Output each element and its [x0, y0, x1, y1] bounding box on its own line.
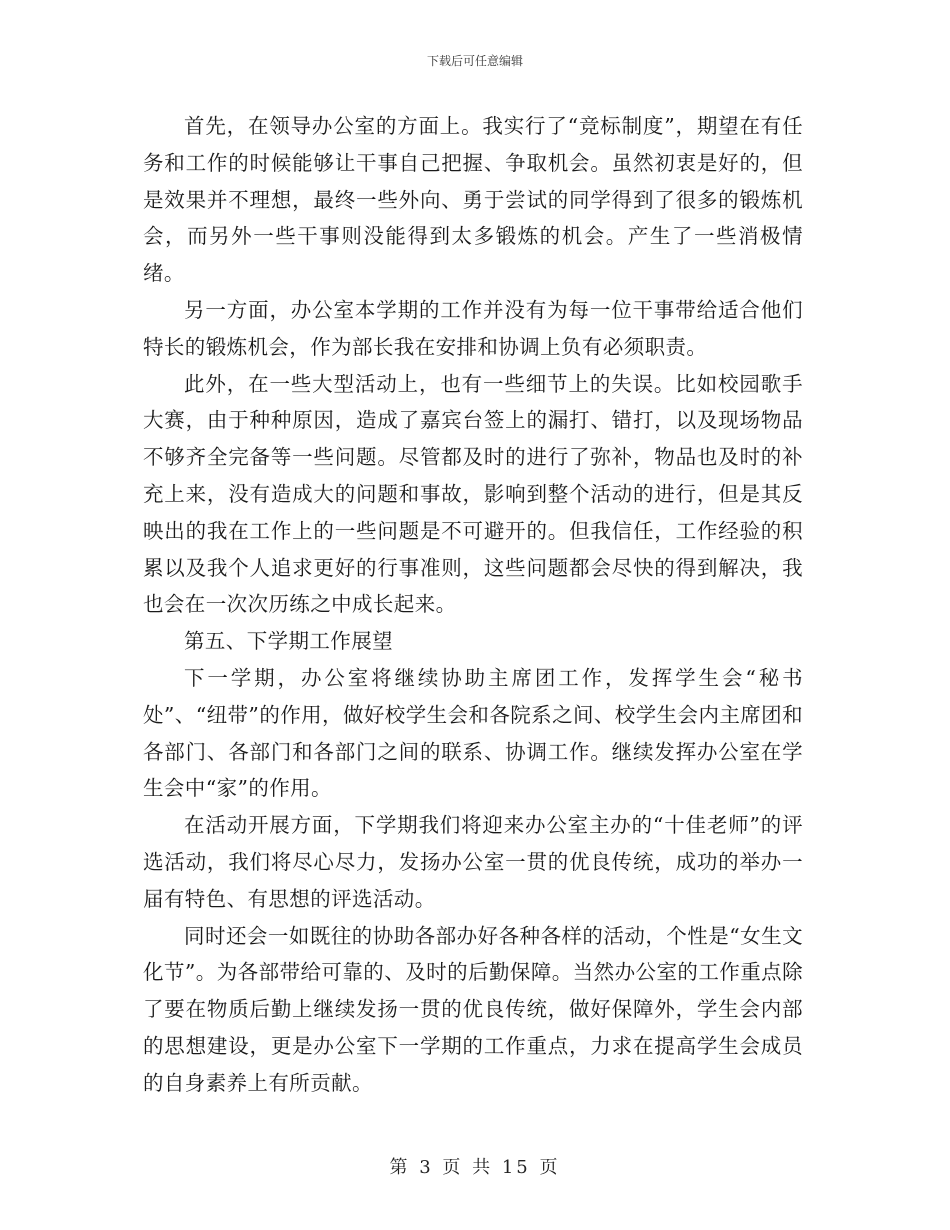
- document-body: [143, 108, 803, 1102]
- page-header: 下载后可任意编辑: [426, 54, 523, 68]
- paragraph-4: 下一学期，办公室将继续协助主席团工作，发挥学生会“秘书处”、“纽带”的作用，做好校学生会和各院系之间、校学生会内主席团和各部门、各部门和各部门之间的联系、协调工作。继续发挥办公室在学生会中“家”的作用。: [143, 665, 803, 801]
- page-number: 第 3 页 共 15 页: [389, 1157, 561, 1178]
- paragraph-3: 此外，在一些大型活动上，也有一些细节上的失误。比如校园歌手大赛，由于种种原因，造成了嘉宾台签上的漏打、错打，以及现场物品不够齐全完备等一些问题。尽管都及时的进行了弥补，物品也及时的补充上来，没有造成大的问题和事故，影响到整个活动的进行，但是其反映出的我在工作上的一些问题是不可避开的。但我信任，工作经验的积累以及我个人追求更好的行事准则，这些问题都会尽快的得到解决，我也会在一次次历练之中成长起来。: [143, 371, 803, 617]
- paragraph-5: 在活动开展方面，下学期我们将迎来办公室主办的“十佳老师”的评选活动，我们将尽心尽力，发扬办公室一贯的优良传统，成功的举办一届有特色、有思想的评选活动。: [143, 813, 803, 911]
- paragraph-6: 同时还会一如既往的协助各部办好各种各样的活动，个性是“女生文化节”。为各部带给可靠的、及时的后勤保障。当然办公室的工作重点除了要在物质后勤上继续发扬一贯的优良传统，做好保障外，学生会内部的思想建设，更是办公室下一学期的工作重点，力求在提高学生会成员的自身素养上有所贡献。: [143, 923, 803, 1095]
- paragraph-1: 首先，在领导办公室的方面上。我实行了“竞标制度”，期望在有任务和工作的时候能够让干事自己把握、争取机会。虽然初衷是好的，但是效果并不理想，最终一些外向、勇于尝试的同学得到了很多的锻炼机会，而另外一些干事则没能得到太多锻炼的机会。产生了一些消极情绪。: [143, 114, 803, 286]
- section-heading: 第五、下学期工作展望: [184, 629, 393, 654]
- paragraph-2: 另一方面，办公室本学期的工作并没有为每一位干事带给适合他们特长的锻炼机会，作为部长我在安排和协调上负有必须职责。: [143, 297, 803, 359]
